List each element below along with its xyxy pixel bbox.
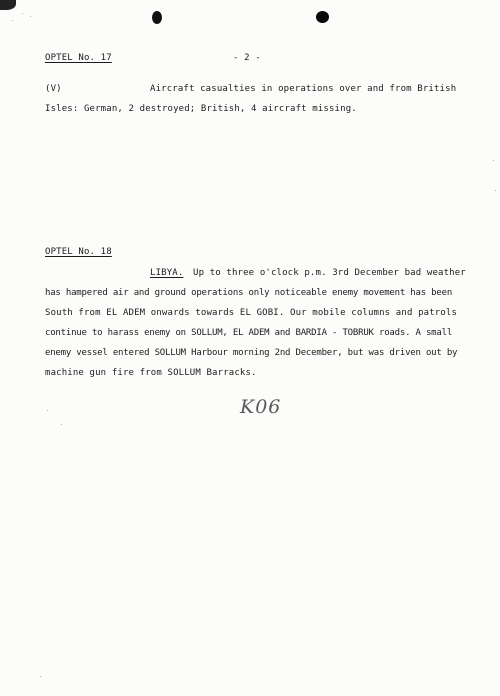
paragraph-2-line-4: continue to harass enemy on SOLLUM, EL ADEM and BARDIA - TOBRUK roads. A small (45, 328, 453, 338)
punch-hole-right (316, 11, 329, 23)
paragraph-2-line-1: Up to three o'clock p.m. 3rd December bad weather (193, 268, 466, 278)
scan-speck (493, 160, 494, 161)
paragraph-2-line-5: enemy vessel entered SOLLUM Harbour morning 2nd December, but was driven out by (45, 348, 458, 358)
optel-18-header: OPTEL No. 18 (45, 247, 112, 257)
scan-speck (495, 190, 496, 191)
corner-smudge (0, 0, 16, 10)
handwritten-annotation: K06 (240, 396, 282, 418)
page-number: - 2 - (233, 53, 261, 63)
paragraph-1-line-1: Aircraft casualties in operations over and from British (150, 84, 457, 94)
scan-speck (61, 424, 62, 425)
scan-speck (30, 16, 31, 17)
libya-heading: LIBYA. (150, 268, 184, 278)
item-marker: (V) (45, 84, 62, 94)
paragraph-2-line-2: has hampered air and ground operations only noticeable enemy movement has been (45, 288, 453, 298)
scan-speck (47, 410, 48, 411)
punch-hole-left (152, 11, 162, 24)
scan-speck (40, 676, 41, 677)
paragraph-1-line-2: Isles: German, 2 destroyed; British, 4 aircraft missing. (45, 104, 357, 114)
scan-speck (22, 13, 23, 14)
paragraph-2-line-3: South from EL ADEM onwards towards EL GOBI. Our mobile columns and patrols (45, 308, 458, 318)
paragraph-2-line-6: machine gun fire from SOLLUM Barracks. (45, 368, 257, 378)
optel-17-header: OPTEL No. 17 (45, 53, 112, 63)
scan-speck (12, 20, 13, 21)
